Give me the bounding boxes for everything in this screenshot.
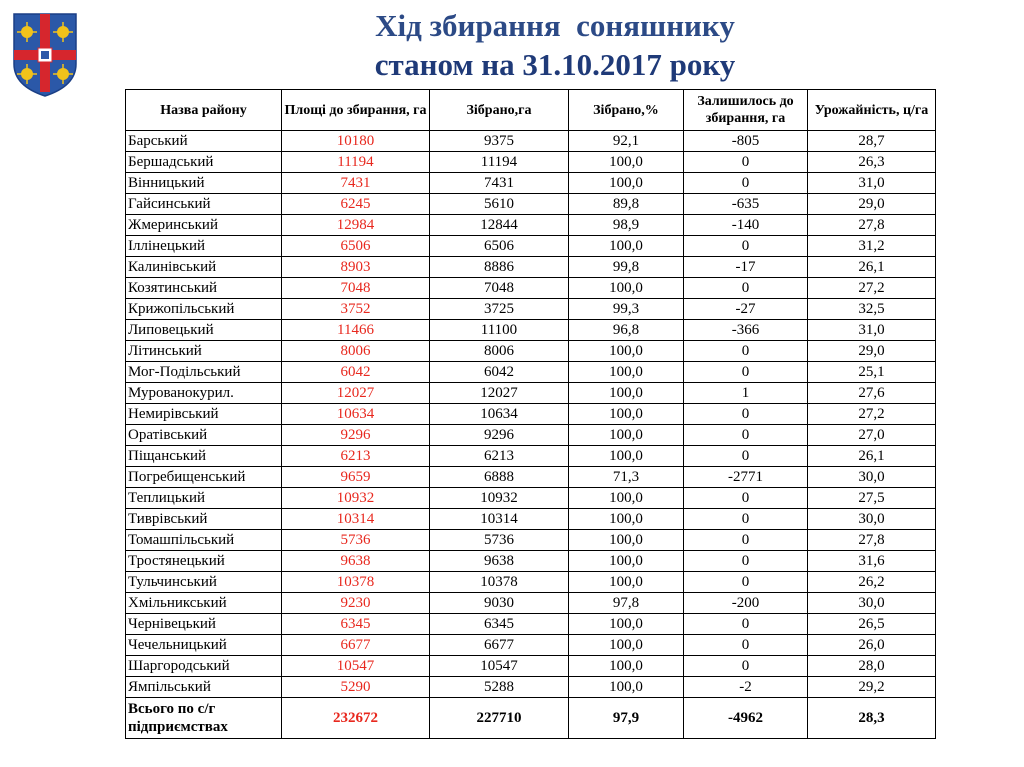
total-harvested-ha: 227710 xyxy=(430,698,569,739)
cell-yield: 27,2 xyxy=(808,404,936,425)
cell-district: Мог-Подільський xyxy=(126,362,282,383)
cell-harvested-ha: 9375 xyxy=(430,131,569,152)
cell-area: 10634 xyxy=(282,404,430,425)
cell-yield: 31,0 xyxy=(808,320,936,341)
cell-harvested-ha: 8006 xyxy=(430,341,569,362)
cell-yield: 27,5 xyxy=(808,488,936,509)
table-row xyxy=(126,488,936,509)
cell-harvested-pct: 100,0 xyxy=(569,278,684,299)
table-row xyxy=(126,131,936,152)
table-row xyxy=(126,404,936,425)
table-row xyxy=(126,257,936,278)
cell-district: Піщанський xyxy=(126,446,282,467)
cell-harvested-ha: 6506 xyxy=(430,236,569,257)
table-row xyxy=(126,299,936,320)
cell-area: 6677 xyxy=(282,635,430,656)
cell-remaining: 0 xyxy=(684,404,808,425)
cell-harvested-pct: 98,9 xyxy=(569,215,684,236)
cell-district: Калинівський xyxy=(126,257,282,278)
cell-harvested-pct: 97,8 xyxy=(569,593,684,614)
cell-area: 10547 xyxy=(282,656,430,677)
cell-yield: 27,8 xyxy=(808,215,936,236)
cell-harvested-pct: 100,0 xyxy=(569,236,684,257)
cell-area: 6345 xyxy=(282,614,430,635)
cell-area: 10932 xyxy=(282,488,430,509)
cell-area: 11466 xyxy=(282,320,430,341)
cell-harvested-pct: 100,0 xyxy=(569,341,684,362)
cell-harvested-pct: 100,0 xyxy=(569,404,684,425)
cell-area: 6042 xyxy=(282,362,430,383)
cell-remaining: -200 xyxy=(684,593,808,614)
cell-area: 5736 xyxy=(282,530,430,551)
cell-harvested-ha: 10634 xyxy=(430,404,569,425)
cell-remaining: -27 xyxy=(684,299,808,320)
cell-remaining: 0 xyxy=(684,278,808,299)
title-line-1: Хід збирання соняшнику xyxy=(375,8,735,43)
coat-of-arms-icon xyxy=(12,12,78,98)
table-row xyxy=(126,572,936,593)
cell-harvested-ha: 10314 xyxy=(430,509,569,530)
table-row xyxy=(126,341,936,362)
cell-harvested-ha: 7048 xyxy=(430,278,569,299)
title-line-2: станом на 31.10.2017 року xyxy=(374,47,736,82)
cell-remaining: 0 xyxy=(684,614,808,635)
cell-harvested-ha: 8886 xyxy=(430,257,569,278)
cell-harvested-pct: 100,0 xyxy=(569,572,684,593)
table-row xyxy=(126,530,936,551)
cell-harvested-ha: 11194 xyxy=(430,152,569,173)
cell-yield: 27,6 xyxy=(808,383,936,404)
cell-area: 11194 xyxy=(282,152,430,173)
cell-remaining: 0 xyxy=(684,656,808,677)
cell-remaining: 0 xyxy=(684,551,808,572)
cell-harvested-pct: 100,0 xyxy=(569,509,684,530)
cell-yield: 28,7 xyxy=(808,131,936,152)
cell-area: 10314 xyxy=(282,509,430,530)
header-harvested-pct: Зібрано,% xyxy=(569,90,684,131)
table-row xyxy=(126,509,936,530)
cell-area: 9296 xyxy=(282,425,430,446)
cell-harvested-ha: 5736 xyxy=(430,530,569,551)
cell-harvested-pct: 100,0 xyxy=(569,551,684,572)
table-row xyxy=(126,614,936,635)
cell-district: Тростянецький xyxy=(126,551,282,572)
cell-yield: 27,2 xyxy=(808,278,936,299)
cell-harvested-ha: 11100 xyxy=(430,320,569,341)
cell-district: Бершадський xyxy=(126,152,282,173)
cell-yield: 26,2 xyxy=(808,572,936,593)
header-area: Площі до збирання, га xyxy=(282,90,430,131)
cell-harvested-ha: 6213 xyxy=(430,446,569,467)
cell-area: 6213 xyxy=(282,446,430,467)
cell-remaining: -805 xyxy=(684,131,808,152)
total-yield: 28,3 xyxy=(808,698,936,739)
cell-harvested-pct: 99,8 xyxy=(569,257,684,278)
cell-district: Козятинський xyxy=(126,278,282,299)
cell-harvested-pct: 100,0 xyxy=(569,635,684,656)
total-remaining: -4962 xyxy=(684,698,808,739)
cell-remaining: 0 xyxy=(684,362,808,383)
cell-yield: 31,2 xyxy=(808,236,936,257)
cell-area: 6506 xyxy=(282,236,430,257)
cell-remaining: 0 xyxy=(684,635,808,656)
cell-harvested-ha: 12844 xyxy=(430,215,569,236)
cell-harvested-pct: 71,3 xyxy=(569,467,684,488)
table-header-row xyxy=(126,90,936,131)
cell-area: 7431 xyxy=(282,173,430,194)
table-row xyxy=(126,425,936,446)
header-yield: Урожайність, ц/га xyxy=(808,90,936,131)
table-row xyxy=(126,278,936,299)
cell-district: Липовецький xyxy=(126,320,282,341)
header-remaining: Залишилось до збирання, га xyxy=(684,90,808,131)
cell-harvested-ha: 10547 xyxy=(430,656,569,677)
cell-area: 9230 xyxy=(282,593,430,614)
cell-harvested-ha: 6042 xyxy=(430,362,569,383)
cell-remaining: 0 xyxy=(684,425,808,446)
cell-yield: 32,5 xyxy=(808,299,936,320)
cell-harvested-pct: 100,0 xyxy=(569,173,684,194)
cell-harvested-pct: 100,0 xyxy=(569,446,684,467)
cell-harvested-pct: 92,1 xyxy=(569,131,684,152)
cell-harvested-ha: 7431 xyxy=(430,173,569,194)
cell-district: Чернівецький xyxy=(126,614,282,635)
cell-harvested-pct: 89,8 xyxy=(569,194,684,215)
cell-harvested-pct: 100,0 xyxy=(569,614,684,635)
cell-yield: 26,3 xyxy=(808,152,936,173)
cell-remaining: 0 xyxy=(684,446,808,467)
page-title xyxy=(140,6,970,84)
cell-district: Чечельницький xyxy=(126,635,282,656)
table-row xyxy=(126,194,936,215)
cell-yield: 26,5 xyxy=(808,614,936,635)
table-row xyxy=(126,677,936,698)
cell-remaining: 0 xyxy=(684,572,808,593)
cell-harvested-pct: 100,0 xyxy=(569,383,684,404)
cell-yield: 27,0 xyxy=(808,425,936,446)
cell-area: 9638 xyxy=(282,551,430,572)
cell-harvested-ha: 10378 xyxy=(430,572,569,593)
cell-district: Мурованокурил. xyxy=(126,383,282,404)
cell-yield: 29,0 xyxy=(808,194,936,215)
cell-area: 5290 xyxy=(282,677,430,698)
cell-area: 12984 xyxy=(282,215,430,236)
cell-district: Томашпільський xyxy=(126,530,282,551)
table-row xyxy=(126,383,936,404)
cell-harvested-pct: 100,0 xyxy=(569,677,684,698)
total-harvested-pct: 97,9 xyxy=(569,698,684,739)
cell-district: Немирівський xyxy=(126,404,282,425)
cell-district: Ямпільський xyxy=(126,677,282,698)
cell-harvested-pct: 100,0 xyxy=(569,656,684,677)
cell-district: Тульчинський xyxy=(126,572,282,593)
table-row xyxy=(126,236,936,257)
cell-yield: 29,0 xyxy=(808,341,936,362)
table-row xyxy=(126,215,936,236)
cell-district: Оратівський xyxy=(126,425,282,446)
cell-district: Тиврівський xyxy=(126,509,282,530)
cell-remaining: -17 xyxy=(684,257,808,278)
cell-yield: 26,1 xyxy=(808,257,936,278)
cell-district: Барський xyxy=(126,131,282,152)
cell-remaining: -366 xyxy=(684,320,808,341)
table-row xyxy=(126,656,936,677)
cell-harvested-ha: 9638 xyxy=(430,551,569,572)
cell-district: Погребищенський xyxy=(126,467,282,488)
cell-yield: 31,6 xyxy=(808,551,936,572)
cell-yield: 27,8 xyxy=(808,530,936,551)
cell-harvested-ha: 5288 xyxy=(430,677,569,698)
cell-remaining: 0 xyxy=(684,173,808,194)
cell-district: Хмільникський xyxy=(126,593,282,614)
cell-yield: 30,0 xyxy=(808,467,936,488)
cell-harvested-pct: 100,0 xyxy=(569,362,684,383)
table-row xyxy=(126,551,936,572)
cell-yield: 28,0 xyxy=(808,656,936,677)
cell-district: Літинський xyxy=(126,341,282,362)
cell-yield: 30,0 xyxy=(808,593,936,614)
cell-remaining: 0 xyxy=(684,488,808,509)
cell-district: Гайсинський xyxy=(126,194,282,215)
cell-harvested-pct: 100,0 xyxy=(569,152,684,173)
cell-district: Іллінецький xyxy=(126,236,282,257)
cell-harvested-ha: 9030 xyxy=(430,593,569,614)
cell-remaining: 0 xyxy=(684,509,808,530)
table-row xyxy=(126,593,936,614)
cell-harvested-ha: 3725 xyxy=(430,299,569,320)
table-row xyxy=(126,362,936,383)
harvest-table xyxy=(125,89,936,739)
cell-harvested-pct: 96,8 xyxy=(569,320,684,341)
cell-district: Крижопільський xyxy=(126,299,282,320)
cell-area: 12027 xyxy=(282,383,430,404)
cell-remaining: 0 xyxy=(684,152,808,173)
header-district: Назва району xyxy=(126,90,282,131)
cell-remaining: 1 xyxy=(684,383,808,404)
cell-harvested-ha: 6888 xyxy=(430,467,569,488)
cell-district: Вінницький xyxy=(126,173,282,194)
cell-harvested-ha: 12027 xyxy=(430,383,569,404)
cell-harvested-ha: 5610 xyxy=(430,194,569,215)
cell-yield: 25,1 xyxy=(808,362,936,383)
cell-area: 9659 xyxy=(282,467,430,488)
cell-remaining: -2 xyxy=(684,677,808,698)
cell-area: 3752 xyxy=(282,299,430,320)
cell-remaining: 0 xyxy=(684,341,808,362)
table-row xyxy=(126,446,936,467)
cell-harvested-ha: 6677 xyxy=(430,635,569,656)
cell-area: 10180 xyxy=(282,131,430,152)
cell-area: 10378 xyxy=(282,572,430,593)
cell-harvested-pct: 100,0 xyxy=(569,425,684,446)
table-row xyxy=(126,320,936,341)
total-area: 232672 xyxy=(282,698,430,739)
cell-remaining: -140 xyxy=(684,215,808,236)
cell-area: 8903 xyxy=(282,257,430,278)
cell-yield: 29,2 xyxy=(808,677,936,698)
cell-area: 7048 xyxy=(282,278,430,299)
cell-remaining: -2771 xyxy=(684,467,808,488)
cell-district: Жмеринський xyxy=(126,215,282,236)
cell-harvested-ha: 10932 xyxy=(430,488,569,509)
cell-yield: 30,0 xyxy=(808,509,936,530)
table-row xyxy=(126,152,936,173)
cell-harvested-ha: 9296 xyxy=(430,425,569,446)
cell-remaining: 0 xyxy=(684,236,808,257)
cell-area: 6245 xyxy=(282,194,430,215)
total-district: Всього по с/г підприємствах xyxy=(126,698,282,739)
header-harvested-ha: Зібрано,га xyxy=(430,90,569,131)
cell-area: 8006 xyxy=(282,341,430,362)
cell-yield: 26,1 xyxy=(808,446,936,467)
cell-yield: 31,0 xyxy=(808,173,936,194)
cell-harvested-pct: 99,3 xyxy=(569,299,684,320)
cell-harvested-pct: 100,0 xyxy=(569,488,684,509)
table-row xyxy=(126,467,936,488)
cell-yield: 26,0 xyxy=(808,635,936,656)
cell-remaining: -635 xyxy=(684,194,808,215)
cell-harvested-pct: 100,0 xyxy=(569,530,684,551)
table-row xyxy=(126,635,936,656)
cell-district: Шаргородський xyxy=(126,656,282,677)
table-total-row xyxy=(126,698,936,739)
cell-remaining: 0 xyxy=(684,530,808,551)
table-row xyxy=(126,173,936,194)
cell-district: Теплицький xyxy=(126,488,282,509)
cell-harvested-ha: 6345 xyxy=(430,614,569,635)
